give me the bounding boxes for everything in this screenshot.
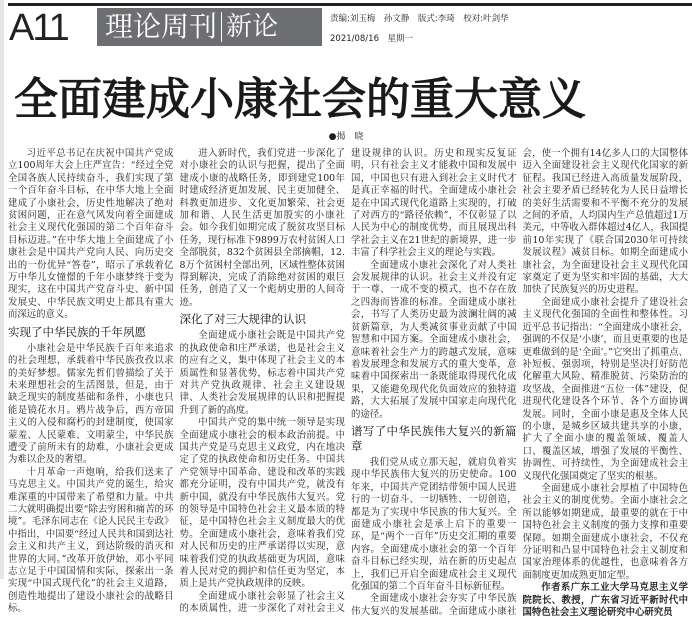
section-title: 理论周刊 xyxy=(105,10,218,43)
paragraph: 全面建成小康社会夯实了中华民族伟大复兴的发展基础。全面建成小康社会，使一个拥有14亿多人口的大国整体迈入全面建设社会主义现代化国家的新征程。我国已经进入高质量发展阶段，社会主要矛盾已经转化为人民日益增长的美好生活需要和不平衡不充分的发展之间的矛盾，人均国内生产总值超过1万美元，中等收入群体超过4亿人，我国提前10年实现了《联合国2030年可持续发展议程》减贫目标。如期全面建成小康社会，为全面建设社会主义现代化国家奠定了更为坚实和牢固的基础，大大加快了民族复兴的历史进程。 xyxy=(351,148,688,617)
paragraph: 全面建成小康社会彰显了社会主义的本质属性，进一步深化了对社会主义建设规律的认识。历史和现实反复证明，只有社会主义才能救中国和发展中国，中国也只有进入到社会主义时代才是真正幸福的时代。全面建成小康社会是在中国式现代化道路上实现的，打破了对西方的“路径依赖”，不仅彰显了以人民为中心的制度优势，而且展现出科学社会主义在21世纪的新境界，进一步丰富了科学社会主义的理论与实践。 xyxy=(179,148,517,615)
subheading: 深化了对三大规律的认识 xyxy=(179,312,306,327)
page-number: A11 xyxy=(9,7,68,49)
paragraph: 全面建成小康社会厚植了中国特色社会主义的制度优势。全面小康社会之所以能够如期建成，最重要的就在于中国特色社会主义制度的强力支撑和重要保障。如期全面建成小康社会，不仅充分证明和凸显中国特色社会主义制度和国家治理体系的优越性，也意味着各方面制度更加成熟更加定型。 xyxy=(522,482,688,581)
author-note: 作者系广东工业大学马克思主义学院院长、教授，广东省习近平新时代中国特色社会主义理论研究中心研究员 xyxy=(522,582,688,619)
paragraph: 十月革命一声炮响，给我们送来了马克思主义。中国共产党的诞生，给灾难深重的中国带来了希望和力量。中共二大就明确提出要“除去穷困和痛苦的环境”。毛泽东同志在《论人民民主专政》中指出，中国要“经过人民共和国到达社会主义和共产主义，到达阶级的消灭和世界的大同。”改革开放伊始，邓小平同志立足于中国国情和实际，探索出一条实现“中国式现代化”的社会主义道路，创造性地提出了建设小康社会的战略目标。 xyxy=(8,466,174,615)
paragraph: 进入新时代，我们党进一步深化了对小康社会的认识与把握，提出了全面建成小康的战略任务，即到建党100年时建成经济更加发展、民主更加健全、科教更加进步、文化更加繁荣、社会更加和谐、人民生活更加殷实的小康社会。如今我们如期完成了脱贫攻坚目标任务，现行标准下9899万农村贫困人口全部脱贫，832个贫困县全部摘帽，12.8万个贫困村全部出列，区域性整体贫困得到解决，完成了消除绝对贫困的艰巨任务，创造了又一个彪炳史册的人间奇迹。 xyxy=(179,148,345,308)
paragraph: 中国共产党的集中统一领导是实现全面建成小康社会的根本政治前提。中国共产党是马克思主义政党，内在地决定了党的执政使命和历史任务。中国共产党领导中国革命、建设和改革的实践都充分证明，没有中国共产党，就没有新中国，就没有中华民族伟大复兴。党的领导是中国特色社会主义最本质的特征，是中国特色社会主义制度最大的优势。全面建成小康社会，意味着我们党对人民和历史的庄严承诺得以实现，意味着我们党的执政基础更为巩固，意味着人民对党的拥护和信任更为坚定，本质上是共产党执政规律的反映。 xyxy=(179,417,345,590)
paragraph: 习近平总书记在庆祝中国共产党成立100周年大会上庄严宣告：“经过全党全国各族人民持续奋斗，我们实现了第一个百年奋斗目标，在中华大地上全面建成了小康社会，历史性地解决了绝对贫困问题，正在意气风发向着全面建成社会主义现代化强国的第二个百年奋斗目标迈进。”在中华大地上全面建成了小康社会是中国共产党向人民、向历史交出的一份优异“答卷”，昭示了承载着亿万中华儿女憧憬的千年小康梦终于变为现实，这在中国共产党奋斗史、新中国发展史、中华民族文明史上都具有重大而深远的意义。 xyxy=(8,148,174,321)
article-title: 全面建成小康社会的重大意义 xyxy=(14,74,586,125)
issue-date: 2021/08/16 星期一 xyxy=(330,34,413,44)
paragraph: 小康社会是中华民族千百年来追求的社会理想，承载着中华民族孜孜以求的美好梦想。儒家先哲们曾描绘了关于未来理想社会的生活图景，但是，由于缺乏现实的制度基础和条件，小康也只能是镜花水月。鸦片战争后，西方帝国主义的入侵和腐朽的封建制度，使国家蒙羞、人民蒙难、文明蒙尘，中华民族遭受了前所未有的劫难，小康社会更成为难以企及的奢望。 xyxy=(8,342,174,466)
byline: ●揭 晓 xyxy=(328,132,364,142)
editors-credit: 责编:刘玉梅 孙文静 版式:李琦 校对:叶剑华 xyxy=(330,14,509,24)
subheading: 实现了中华民族的千年夙愿 xyxy=(8,324,146,339)
section-banner xyxy=(97,8,322,46)
page-edge xyxy=(0,0,4,579)
paragraph: 全面建成小康社会深化了对人类社会发展规律的认识。社会主义并没有定于一尊、一成不变的模式，也不存在放之四海而皆准的标准。全面建成小康社会，书写了人类历史最为波澜壮阔的减贫新篇章，为人类减贫事业贡献了中国智慧和中国方案。全面建成小康社会，意味着社会生产力的跨越式发展，意味着发展理念和发展方式的重大变革，意味着中国探索出一条既能取得现代化成果，又能避免现代化负面效应的独特道路，大大拓展了发展中国家走向现代化的途径。 xyxy=(351,259,517,420)
paragraph: 全面建成小康社会既是中国共产党的执政使命和庄严承诺，也是社会主义的应有之义，集中体现了社会主义的本质属性和显著优势，标志着中国共产党对共产党执政规律、社会主义建设规律、人类社会发展规律的认识和把握提升到了新的高度。 xyxy=(179,330,345,416)
subsection-title: 新论 xyxy=(226,12,279,42)
paragraph: 全面建成小康社会提升了建设社会主义现代化强国的全面性和整体性。习近平总书记指出：“全面建成小康社会，强调的不仅是‘小康’，而且更重要的也是更难做到的是‘全面’。”它突出了抓重点、补短板、强弱项，特别是坚决打好防范化解重大风险、精准脱贫、污染防治的攻坚战，全面推进“五位一体”建设，促进现代化建设各个环节、各个方面协调发展。同时，全面小康是惠及全体人民的小康，是城乡区域共建共享的小康，扩大了全面小康的覆盖领域、覆盖人口、覆盖区域，增强了发展的平衡性、协调性、可持续性，为全面建成社会主义现代化强国奠定了坚实的根基。 xyxy=(522,296,688,482)
subheading: 谱写了中华民族伟大复兴的新篇章 xyxy=(351,423,517,453)
section-divider xyxy=(221,12,222,42)
paragraph: 我们党从成立那天起，就肩负着实现中华民族伟大复兴的历史使命。100年来，中国共产党团结带领中国人民进行的一切奋斗、一切牺牲、一切创造，都是为了实现中华民族的伟大复兴。全面建成小康社会是承上启下的重要一环，是“两个一百年”历史交汇期的重要内容。全面建成小康社会的第一个百年奋斗目标已经实现，站在新的历史起点上，我们已开启全面建成社会主义现代化强国的第二个百年奋斗目标新征程。 xyxy=(351,456,517,592)
header-rule xyxy=(8,3,692,6)
article-body xyxy=(8,148,688,619)
